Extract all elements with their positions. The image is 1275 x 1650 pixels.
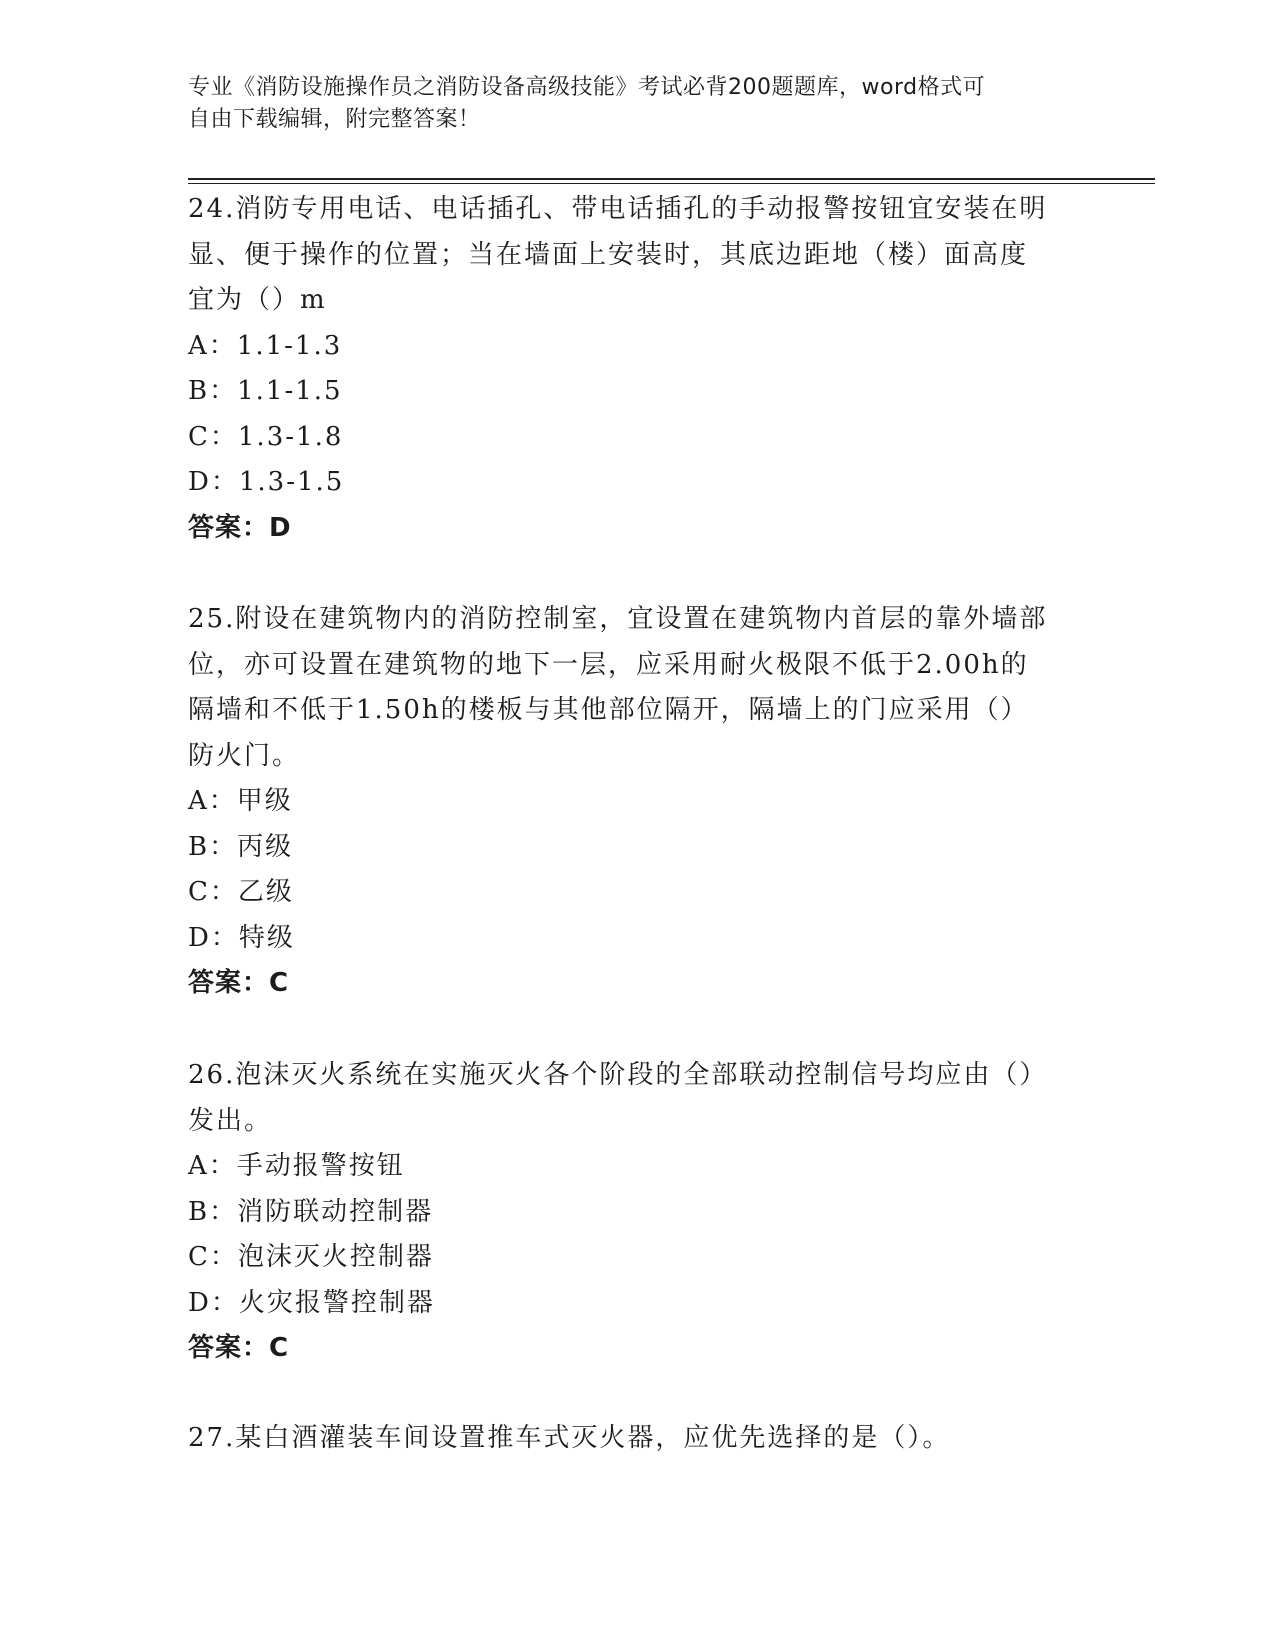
question-24: [188, 187, 1088, 551]
answer-line: 答案：D: [188, 512, 292, 543]
answer-line: 答案：C: [188, 968, 290, 998]
question-25: [188, 597, 1088, 1007]
question-27: [188, 1416, 1088, 1462]
question-stem-line: 26.泡沫灭火系统在实施灭火各个阶段的全部联动控制信号均应由（）: [188, 1060, 1048, 1090]
option-d: D：火灾报警控制器: [188, 1287, 435, 1318]
question-stem-line: 隔墙和不低于1.50h的楼板与其他部位隔开，隔墙上的门应采用（）: [188, 695, 1029, 725]
document-header: [188, 72, 1068, 136]
question-stem-line: 发出。: [188, 1105, 273, 1136]
question-stem-line: 显、便于操作的位置；当在墙面上安装时，其底边距地（楼）面高度: [188, 239, 1029, 270]
option-a: A：手动报警按钮: [188, 1151, 405, 1181]
question-stem-line: 位，亦可设置在建筑物的地下一层，应采用耐火极限不低于2.00h的: [188, 649, 1029, 680]
header-line-2: 自由下载编辑，附完整答案！: [188, 107, 481, 132]
question-stem-line: 防火门。: [188, 740, 301, 771]
option-a: A：1.1-1.3: [188, 330, 343, 361]
option-d: D：1.3-1.5: [188, 467, 345, 497]
answer-line: 答案：C: [188, 1333, 290, 1363]
option-b: B：消防联动控制器: [188, 1196, 434, 1227]
option-b: B：丙级: [188, 831, 294, 862]
option-b: B：1.1-1.5: [188, 376, 343, 406]
option-c: C：泡沫灭火控制器: [188, 1242, 434, 1272]
option-d: D：特级: [188, 922, 295, 953]
option-a: A：甲级: [188, 786, 293, 816]
question-stem-line: 25.附设在建筑物内的消防控制室，宜设置在建筑物内首层的靠外墙部: [188, 604, 1048, 634]
question-26: [188, 1053, 1088, 1372]
option-c: C：1.3-1.8: [188, 421, 344, 452]
question-stem-line: 宜为（）m: [188, 285, 327, 315]
header-line-1: 专业《消防设施操作员之消防设备高级技能》考试必背200题题库，word格式可: [188, 75, 986, 100]
option-c: C：乙级: [188, 877, 294, 907]
question-stem-line: 27.某白酒灌装车间设置推车式灭火器，应优先选择的是（）。: [188, 1423, 951, 1453]
header-divider-thick: [188, 178, 1155, 180]
question-stem-line: 24.消防专用电话、电话插孔、带电话插孔的手动报警按钮宜安装在明: [188, 194, 1048, 224]
header-divider-thin: [188, 183, 1155, 184]
